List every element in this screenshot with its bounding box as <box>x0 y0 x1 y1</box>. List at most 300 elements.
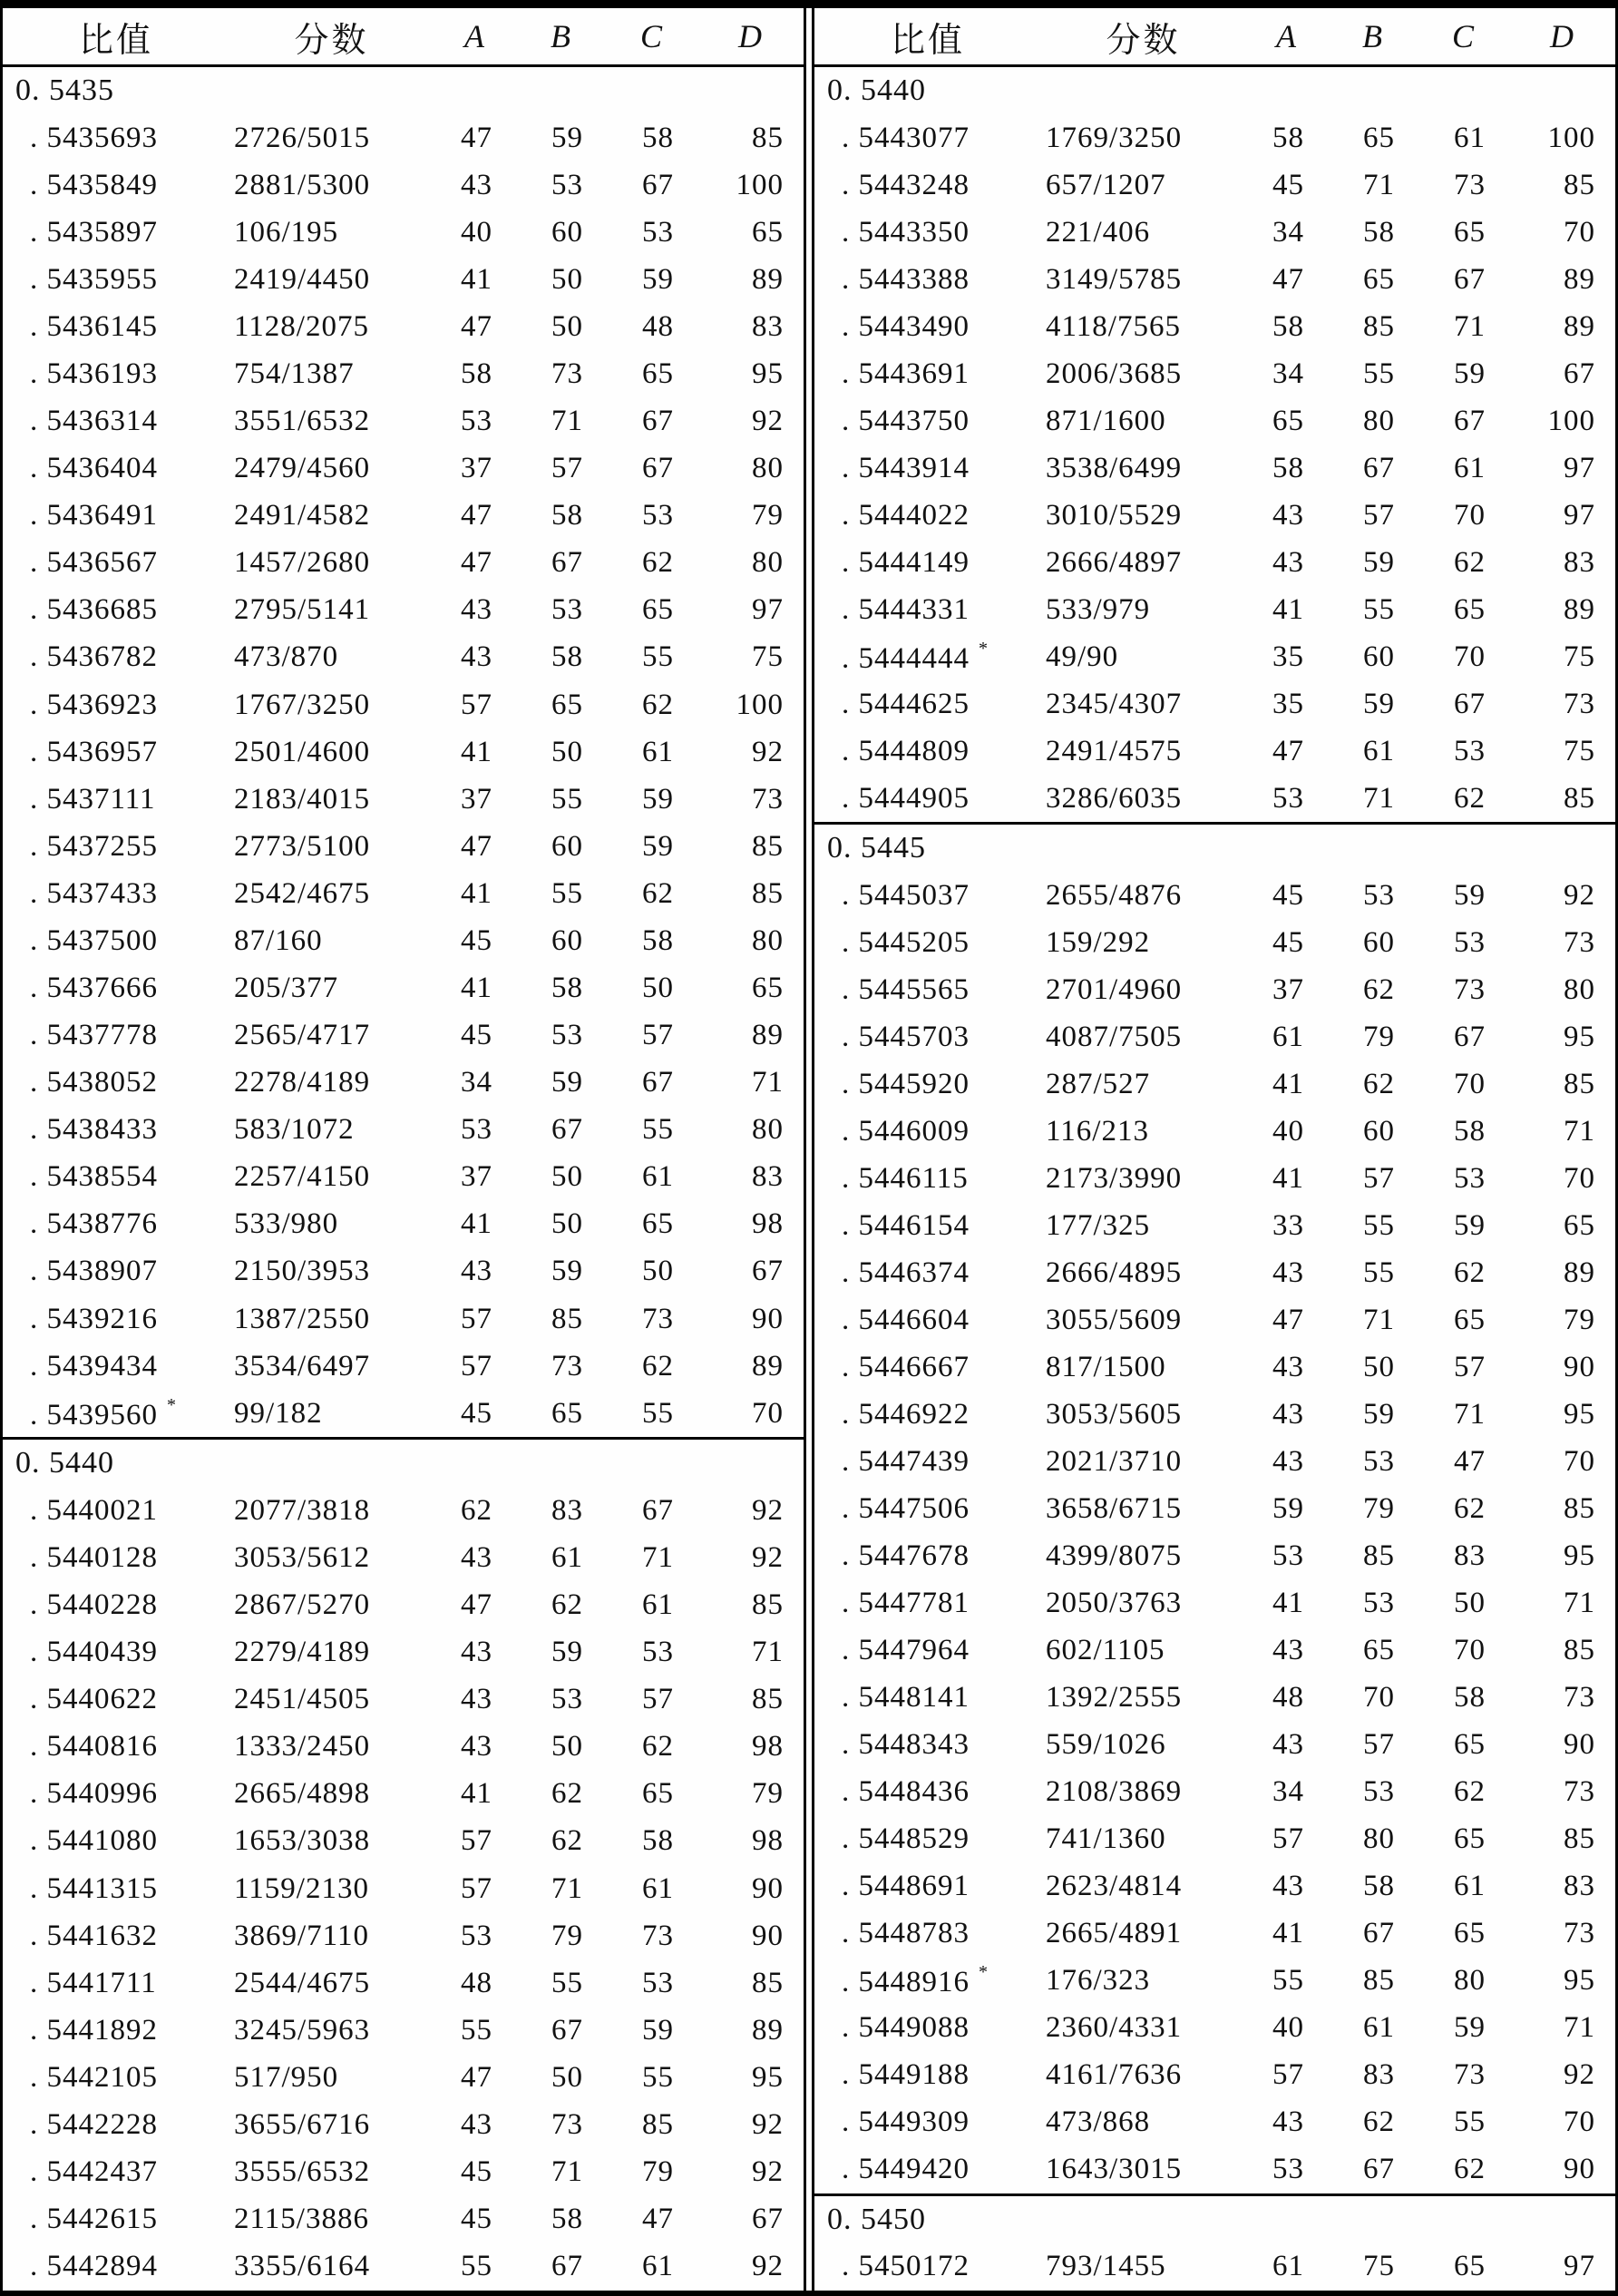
ratio-value: . 5439434 <box>30 1349 158 1382</box>
ratio-cell <box>814 357 1041 391</box>
col-d-cell: 85 <box>752 876 784 910</box>
col-c-cell: 61 <box>642 1160 674 1194</box>
fraction-cell: 87/160 <box>234 923 323 957</box>
col-a-cell: 58 <box>461 357 492 390</box>
ratio-cell <box>3 1872 229 1906</box>
col-a-cell: 43 <box>1272 1634 1304 1667</box>
table-row <box>814 1627 1615 1675</box>
fraction-cell: 159/292 <box>1046 925 1151 959</box>
col-b-cell: 53 <box>551 168 583 201</box>
col-c-cell: 65 <box>642 1207 674 1241</box>
table-row <box>3 1154 804 1201</box>
col-a-cell: 43 <box>461 593 492 627</box>
ratio-cell <box>3 1494 229 1528</box>
table-row <box>814 680 1615 728</box>
table-row <box>814 2099 1615 2146</box>
col-c-cell: 65 <box>642 593 674 627</box>
ratio-cell <box>814 1256 1041 1290</box>
col-b-cell: 55 <box>1363 1255 1395 1289</box>
col-c-cell: 61 <box>1454 121 1486 154</box>
fraction-cell: 2115/3886 <box>234 2203 369 2236</box>
col-c-cell: 59 <box>1454 878 1486 912</box>
ratio-value: . 5446922 <box>842 1397 970 1431</box>
col-b-cell: 85 <box>1363 1964 1395 1998</box>
ratio-cell <box>814 1068 1041 1101</box>
col-c-cell: 58 <box>642 121 674 154</box>
fraction-cell: 2701/4960 <box>1046 972 1183 1006</box>
fraction-cell: 2419/4450 <box>234 262 371 296</box>
fraction-cell: 1128/2075 <box>234 309 369 343</box>
col-c-cell: 65 <box>1454 215 1486 249</box>
col-a-cell: 57 <box>461 688 492 721</box>
ratio-cell <box>3 169 229 202</box>
col-b-cell: 59 <box>1363 687 1395 720</box>
col-c-cell: 55 <box>642 1113 674 1147</box>
col-c-cell: 58 <box>642 923 674 957</box>
ratio-value: . 5447439 <box>842 1444 970 1478</box>
col-b-cell: 71 <box>1363 168 1395 201</box>
col-b-cell: 59 <box>551 1255 583 1288</box>
col-c-cell: 65 <box>1454 1822 1486 1856</box>
ratio-cell <box>3 1824 229 1858</box>
ratio-value: . 5436923 <box>30 688 158 721</box>
ratio-value: . 5438554 <box>30 1160 158 1194</box>
col-d-cell: 71 <box>1564 1114 1595 1148</box>
col-d-cell: 85 <box>752 121 784 154</box>
col-d-cell: 92 <box>752 2107 784 2141</box>
ratio-value: . 5436491 <box>30 499 158 532</box>
col-c-cell: 62 <box>1454 1491 1486 1525</box>
col-a-cell: 41 <box>461 972 492 1005</box>
col-a-cell: 47 <box>461 499 492 532</box>
table-row <box>3 587 804 634</box>
col-d-cell: 70 <box>752 1396 784 1430</box>
ratio-cell <box>3 689 229 722</box>
table-row <box>3 1582 804 1629</box>
table-row <box>814 1202 1615 1249</box>
table-row <box>814 966 1615 1013</box>
col-b-cell: 57 <box>1363 1161 1395 1195</box>
table-row <box>3 1724 804 1771</box>
fraction-cell: 177/325 <box>1046 1208 1151 1242</box>
col-a-cell: 47 <box>461 829 492 863</box>
table-row <box>814 350 1615 397</box>
col-d-cell: 89 <box>752 1349 784 1382</box>
col-d-cell: 65 <box>752 972 784 1005</box>
col-a-cell: 40 <box>1272 1114 1304 1148</box>
col-d-cell: 80 <box>752 452 784 485</box>
table-row <box>3 1248 804 1295</box>
col-a-cell: 43 <box>461 2107 492 2141</box>
col-c-cell: 59 <box>1454 2011 1486 2045</box>
table-row <box>3 209 804 256</box>
table-row <box>814 1343 1615 1391</box>
ratio-value: . 5436957 <box>30 735 158 768</box>
ratio-value: . 5438907 <box>30 1255 158 1288</box>
fraction-cell: 2050/3763 <box>1046 1587 1183 1619</box>
table-row <box>814 2052 1615 2099</box>
fraction-cell: 583/1072 <box>234 1113 355 1147</box>
col-d-cell: 98 <box>752 1730 784 1764</box>
table-row <box>814 1769 1615 1816</box>
ratio-cell <box>3 1967 229 2000</box>
asterisk-marker: * <box>979 1962 989 1983</box>
table-row <box>814 114 1615 161</box>
ratio-cell <box>814 1728 1041 1762</box>
col-c-cell: 47 <box>642 2203 674 2236</box>
ratio-value: . 5440128 <box>30 1540 158 1574</box>
col-c-cell: 53 <box>1454 1161 1486 1195</box>
ratio-value: . 5436567 <box>30 546 158 580</box>
table-row <box>814 1391 1615 1438</box>
ratio-value: . 5443750 <box>842 404 970 437</box>
ratio-value: . 5436314 <box>30 405 158 438</box>
ratio-cell <box>3 1207 229 1241</box>
fraction-cell: 3555/6532 <box>234 2154 371 2188</box>
fraction-cell: 2077/3818 <box>234 1493 371 1527</box>
col-d-cell: 98 <box>752 1824 784 1858</box>
ratio-value: . 5436685 <box>30 593 158 627</box>
table-row <box>3 114 804 161</box>
col-a-cell: 58 <box>1272 451 1304 484</box>
header-ratio: 比值 <box>890 21 965 60</box>
ratio-cell <box>3 2014 229 2047</box>
ratio-value: . 5441080 <box>30 1824 158 1858</box>
col-c-cell: 53 <box>1454 734 1486 767</box>
col-a-cell: 43 <box>1272 545 1304 579</box>
ratio-cell <box>3 1350 229 1383</box>
fraction-cell: 517/950 <box>234 2060 339 2094</box>
col-c-cell: 59 <box>642 2013 674 2047</box>
table-row <box>814 1249 1615 1296</box>
fraction-cell: 2360/4331 <box>1046 2011 1183 2045</box>
table-row <box>814 1296 1615 1343</box>
col-d-cell: 92 <box>752 2250 784 2283</box>
header-col-d: D <box>1550 18 1574 54</box>
fraction-cell: 1387/2550 <box>234 1302 371 1335</box>
col-d-cell: 92 <box>752 405 784 438</box>
fraction-cell: 3355/6164 <box>234 2250 371 2283</box>
col-b-cell: 62 <box>551 1588 583 1622</box>
fraction-cell: 4161/7636 <box>1046 2058 1183 2092</box>
col-d-cell: 70 <box>1564 2105 1595 2139</box>
ratio-value: . 5446154 <box>842 1208 970 1242</box>
table-row <box>814 1580 1615 1627</box>
col-b-cell: 59 <box>551 1066 583 1099</box>
col-a-cell: 41 <box>1272 592 1304 626</box>
col-a-cell: 40 <box>1272 2011 1304 2045</box>
table-row <box>814 2005 1615 2052</box>
col-d-cell: 92 <box>752 735 784 768</box>
col-a-cell: 43 <box>1272 1728 1304 1762</box>
col-b-cell: 58 <box>551 2203 583 2236</box>
col-b-cell: 67 <box>1363 2153 1395 2186</box>
col-d-cell: 73 <box>1564 1681 1595 1715</box>
ratio-value: . 5441711 <box>30 1966 157 1999</box>
col-b-cell: 53 <box>551 1683 583 1716</box>
col-a-cell: 55 <box>461 2013 492 2047</box>
ratio-cell <box>814 973 1041 1007</box>
group-header-row <box>814 2193 1615 2243</box>
col-a-cell: 34 <box>1272 357 1304 390</box>
col-d-cell: 73 <box>1564 687 1595 720</box>
col-d-cell: 80 <box>752 546 784 580</box>
col-b-cell: 65 <box>551 1396 583 1430</box>
ratio-cell <box>814 782 1041 816</box>
col-d-cell: 67 <box>752 1255 784 1288</box>
col-c-cell: 71 <box>642 1540 674 1574</box>
col-d-cell: 75 <box>1564 640 1595 673</box>
ratio-cell <box>814 1917 1041 1950</box>
ratio-value: . 5439560 <box>30 1398 158 1431</box>
col-c-cell: 55 <box>1454 2105 1486 2139</box>
col-b-cell: 61 <box>1363 734 1395 767</box>
col-a-cell: 55 <box>461 2250 492 2283</box>
ratio-value: . 5440021 <box>30 1493 158 1527</box>
col-d-cell: 97 <box>1564 498 1595 532</box>
ratio-cell <box>814 2105 1041 2139</box>
table-row <box>814 1013 1615 1060</box>
table-row <box>814 1438 1615 1485</box>
ratio-cell <box>3 1255 229 1288</box>
col-d-cell: 67 <box>752 2203 784 2236</box>
col-d-cell: 95 <box>1564 1539 1595 1572</box>
col-d-cell: 95 <box>1564 1964 1595 1998</box>
ratio-value: . 5437111 <box>30 782 156 816</box>
col-b-cell: 57 <box>1363 498 1395 532</box>
col-b-cell: 65 <box>551 688 583 721</box>
col-a-cell: 65 <box>1272 404 1304 437</box>
col-a-cell: 33 <box>1272 1208 1304 1242</box>
ratio-cell <box>3 877 229 911</box>
table-row <box>3 398 804 445</box>
table-row <box>814 1863 1615 1910</box>
col-d-cell: 83 <box>752 1160 784 1194</box>
table-row <box>3 1959 804 2007</box>
ratio-cell <box>814 499 1041 532</box>
ratio-value: . 5447506 <box>842 1491 970 1525</box>
col-d-cell: 90 <box>1564 2153 1595 2186</box>
table-row <box>814 256 1615 303</box>
ratio-value: . 5440622 <box>30 1683 158 1716</box>
col-a-cell: 43 <box>1272 1350 1304 1383</box>
col-c-cell: 73 <box>642 1919 674 1952</box>
col-b-cell: 57 <box>551 452 583 485</box>
ratio-value: . 5447781 <box>842 1587 970 1619</box>
col-d-cell: 79 <box>752 1777 784 1811</box>
col-d-cell: 80 <box>752 923 784 957</box>
col-a-cell: 41 <box>1272 1587 1304 1619</box>
col-a-cell: 43 <box>461 1636 492 1669</box>
table-row <box>3 1012 804 1060</box>
fraction-cell: 2666/4897 <box>1046 545 1183 579</box>
fraction-cell: 3010/5529 <box>1046 498 1183 532</box>
table-body-left <box>3 67 804 2291</box>
ratio-value: . 5449309 <box>842 2105 970 2139</box>
ratio-cell <box>3 499 229 532</box>
col-a-cell: 45 <box>461 1019 492 1052</box>
ratio-value: . 5446115 <box>842 1161 969 1195</box>
col-b-cell: 50 <box>551 262 583 296</box>
table-row <box>3 870 804 917</box>
col-d-cell: 73 <box>752 782 784 816</box>
ratio-cell <box>3 783 229 816</box>
fraction-cell: 3055/5609 <box>1046 1303 1183 1336</box>
panel-left <box>3 8 804 2291</box>
ratio-value: . 5443388 <box>842 262 970 296</box>
col-b-cell: 79 <box>1363 1020 1395 1053</box>
ratio-cell <box>814 1304 1041 1337</box>
ratio-value: . 5448436 <box>842 1775 970 1809</box>
col-b-cell: 58 <box>1363 215 1395 249</box>
fraction-cell: 602/1105 <box>1046 1634 1165 1667</box>
col-b-cell: 67 <box>551 546 583 580</box>
col-c-cell: 61 <box>642 735 674 768</box>
ratio-value: . 5446009 <box>842 1114 970 1148</box>
col-c-cell: 65 <box>1454 592 1486 626</box>
col-a-cell: 57 <box>1272 1822 1304 1856</box>
asterisk-marker: * <box>167 1394 177 1415</box>
fraction-cell: 2665/4891 <box>1046 1917 1183 1950</box>
table-row <box>3 303 804 350</box>
col-d-cell: 79 <box>752 499 784 532</box>
col-b-cell: 80 <box>1363 1822 1395 1856</box>
col-d-cell: 89 <box>1564 262 1595 296</box>
header-col-c: C <box>639 18 662 54</box>
col-c-cell: 73 <box>642 1302 674 1335</box>
col-d-cell: 89 <box>752 1019 784 1052</box>
fraction-cell: 533/979 <box>1046 592 1151 626</box>
col-b-cell: 62 <box>551 1777 583 1811</box>
fraction-cell: 2795/5141 <box>234 593 371 627</box>
col-d-cell: 95 <box>752 2060 784 2094</box>
col-c-cell: 67 <box>642 168 674 201</box>
fraction-cell: 2544/4675 <box>234 1966 371 1999</box>
col-a-cell: 55 <box>1272 1964 1304 1998</box>
table-row <box>3 681 804 728</box>
col-d-cell: 73 <box>1564 1917 1595 1950</box>
ratio-cell <box>814 639 1041 676</box>
ratio-cell <box>3 1303 229 1336</box>
ratio-cell <box>814 1445 1041 1479</box>
table-row <box>814 775 1615 822</box>
table-row <box>814 1060 1615 1108</box>
col-b-cell: 57 <box>1363 1728 1395 1762</box>
table-row <box>3 2148 804 2195</box>
col-a-cell: 37 <box>461 1160 492 1194</box>
fraction-cell: 2666/4895 <box>1046 1255 1183 1289</box>
col-b-cell: 53 <box>551 593 583 627</box>
col-b-cell: 62 <box>551 1824 583 1858</box>
ratio-value: . 5441315 <box>30 1871 158 1905</box>
group-label: 0. 5435 <box>15 73 114 108</box>
col-a-cell: 37 <box>461 782 492 816</box>
col-d-cell: 92 <box>1564 878 1595 912</box>
table-row <box>814 445 1615 492</box>
ratio-value: . 5440816 <box>30 1730 158 1764</box>
ratio-cell <box>3 1160 229 1194</box>
col-d-cell: 85 <box>752 1683 784 1716</box>
fraction-cell: 3655/6716 <box>234 2107 371 2141</box>
col-d-cell: 65 <box>752 215 784 249</box>
col-c-cell: 71 <box>1454 309 1486 343</box>
ratio-value: . 5438433 <box>30 1113 158 1147</box>
group-label: 0. 5445 <box>827 831 926 865</box>
col-a-cell: 58 <box>1272 309 1304 343</box>
col-c-cell: 62 <box>642 1730 674 1764</box>
ratio-value: . 5448916 <box>842 1966 970 1999</box>
col-c-cell: 55 <box>642 640 674 674</box>
fraction-cell: 2278/4189 <box>234 1066 371 1099</box>
col-c-cell: 53 <box>1454 925 1486 959</box>
col-a-cell: 53 <box>1272 781 1304 815</box>
fraction-cell: 2279/4189 <box>234 1636 371 1669</box>
fraction-cell: 2108/3869 <box>1046 1775 1183 1809</box>
fraction-cell: 741/1360 <box>1046 1822 1166 1856</box>
table-row <box>814 919 1615 966</box>
ratio-value: . 5443350 <box>842 215 970 249</box>
ratio-value: . 5445565 <box>842 972 970 1006</box>
col-c-cell: 70 <box>1454 1634 1486 1667</box>
ratio-cell <box>3 263 229 297</box>
fraction-cell: 1653/3038 <box>234 1824 371 1858</box>
ratio-cell <box>3 1920 229 1953</box>
col-c-cell: 61 <box>642 1871 674 1905</box>
header-col-b: B <box>1362 18 1382 54</box>
table-row <box>3 161 804 209</box>
col-b-cell: 75 <box>1363 2250 1395 2283</box>
col-c-cell: 73 <box>1454 972 1486 1006</box>
col-b-cell: 79 <box>1363 1491 1395 1525</box>
col-d-cell: 100 <box>1547 404 1595 437</box>
col-a-cell: 47 <box>461 2060 492 2094</box>
table-row <box>3 917 804 964</box>
col-a-cell: 47 <box>1272 1303 1304 1336</box>
table-row <box>3 2243 804 2291</box>
fraction-cell: 3534/6497 <box>234 1349 371 1382</box>
ratio-cell <box>3 1113 229 1147</box>
col-d-cell: 95 <box>1564 1020 1595 1053</box>
col-a-cell: 62 <box>461 1493 492 1527</box>
table-row <box>3 1295 804 1343</box>
col-c-cell: 73 <box>1454 168 1486 201</box>
fraction-cell: 473/868 <box>1046 2105 1151 2139</box>
col-a-cell: 53 <box>461 405 492 438</box>
col-d-cell: 71 <box>1564 1587 1595 1619</box>
col-b-cell: 67 <box>551 1113 583 1147</box>
ratio-cell <box>3 405 229 438</box>
ratio-cell <box>814 169 1041 202</box>
col-d-cell: 70 <box>1564 1161 1595 1195</box>
col-c-cell: 59 <box>1454 1208 1486 1242</box>
fraction-cell: 2773/5100 <box>234 829 371 863</box>
col-c-cell: 65 <box>1454 1728 1486 1762</box>
col-a-cell: 47 <box>1272 734 1304 767</box>
col-a-cell: 41 <box>1272 1067 1304 1100</box>
ratio-cell <box>3 1588 229 1622</box>
table-row <box>3 1060 804 1107</box>
ratio-value: . 5444022 <box>842 498 970 532</box>
ratio-cell <box>3 924 229 958</box>
ratio-value: . 5444905 <box>842 781 970 815</box>
header-col-c: C <box>1451 18 1474 54</box>
col-c-cell: 62 <box>1454 781 1486 815</box>
fraction-cell: 99/182 <box>234 1396 323 1430</box>
fraction-cell: 3053/5605 <box>1046 1397 1183 1431</box>
col-b-cell: 55 <box>1363 357 1395 390</box>
col-a-cell: 53 <box>1272 1539 1304 1572</box>
fraction-cell: 533/980 <box>234 1207 339 1241</box>
